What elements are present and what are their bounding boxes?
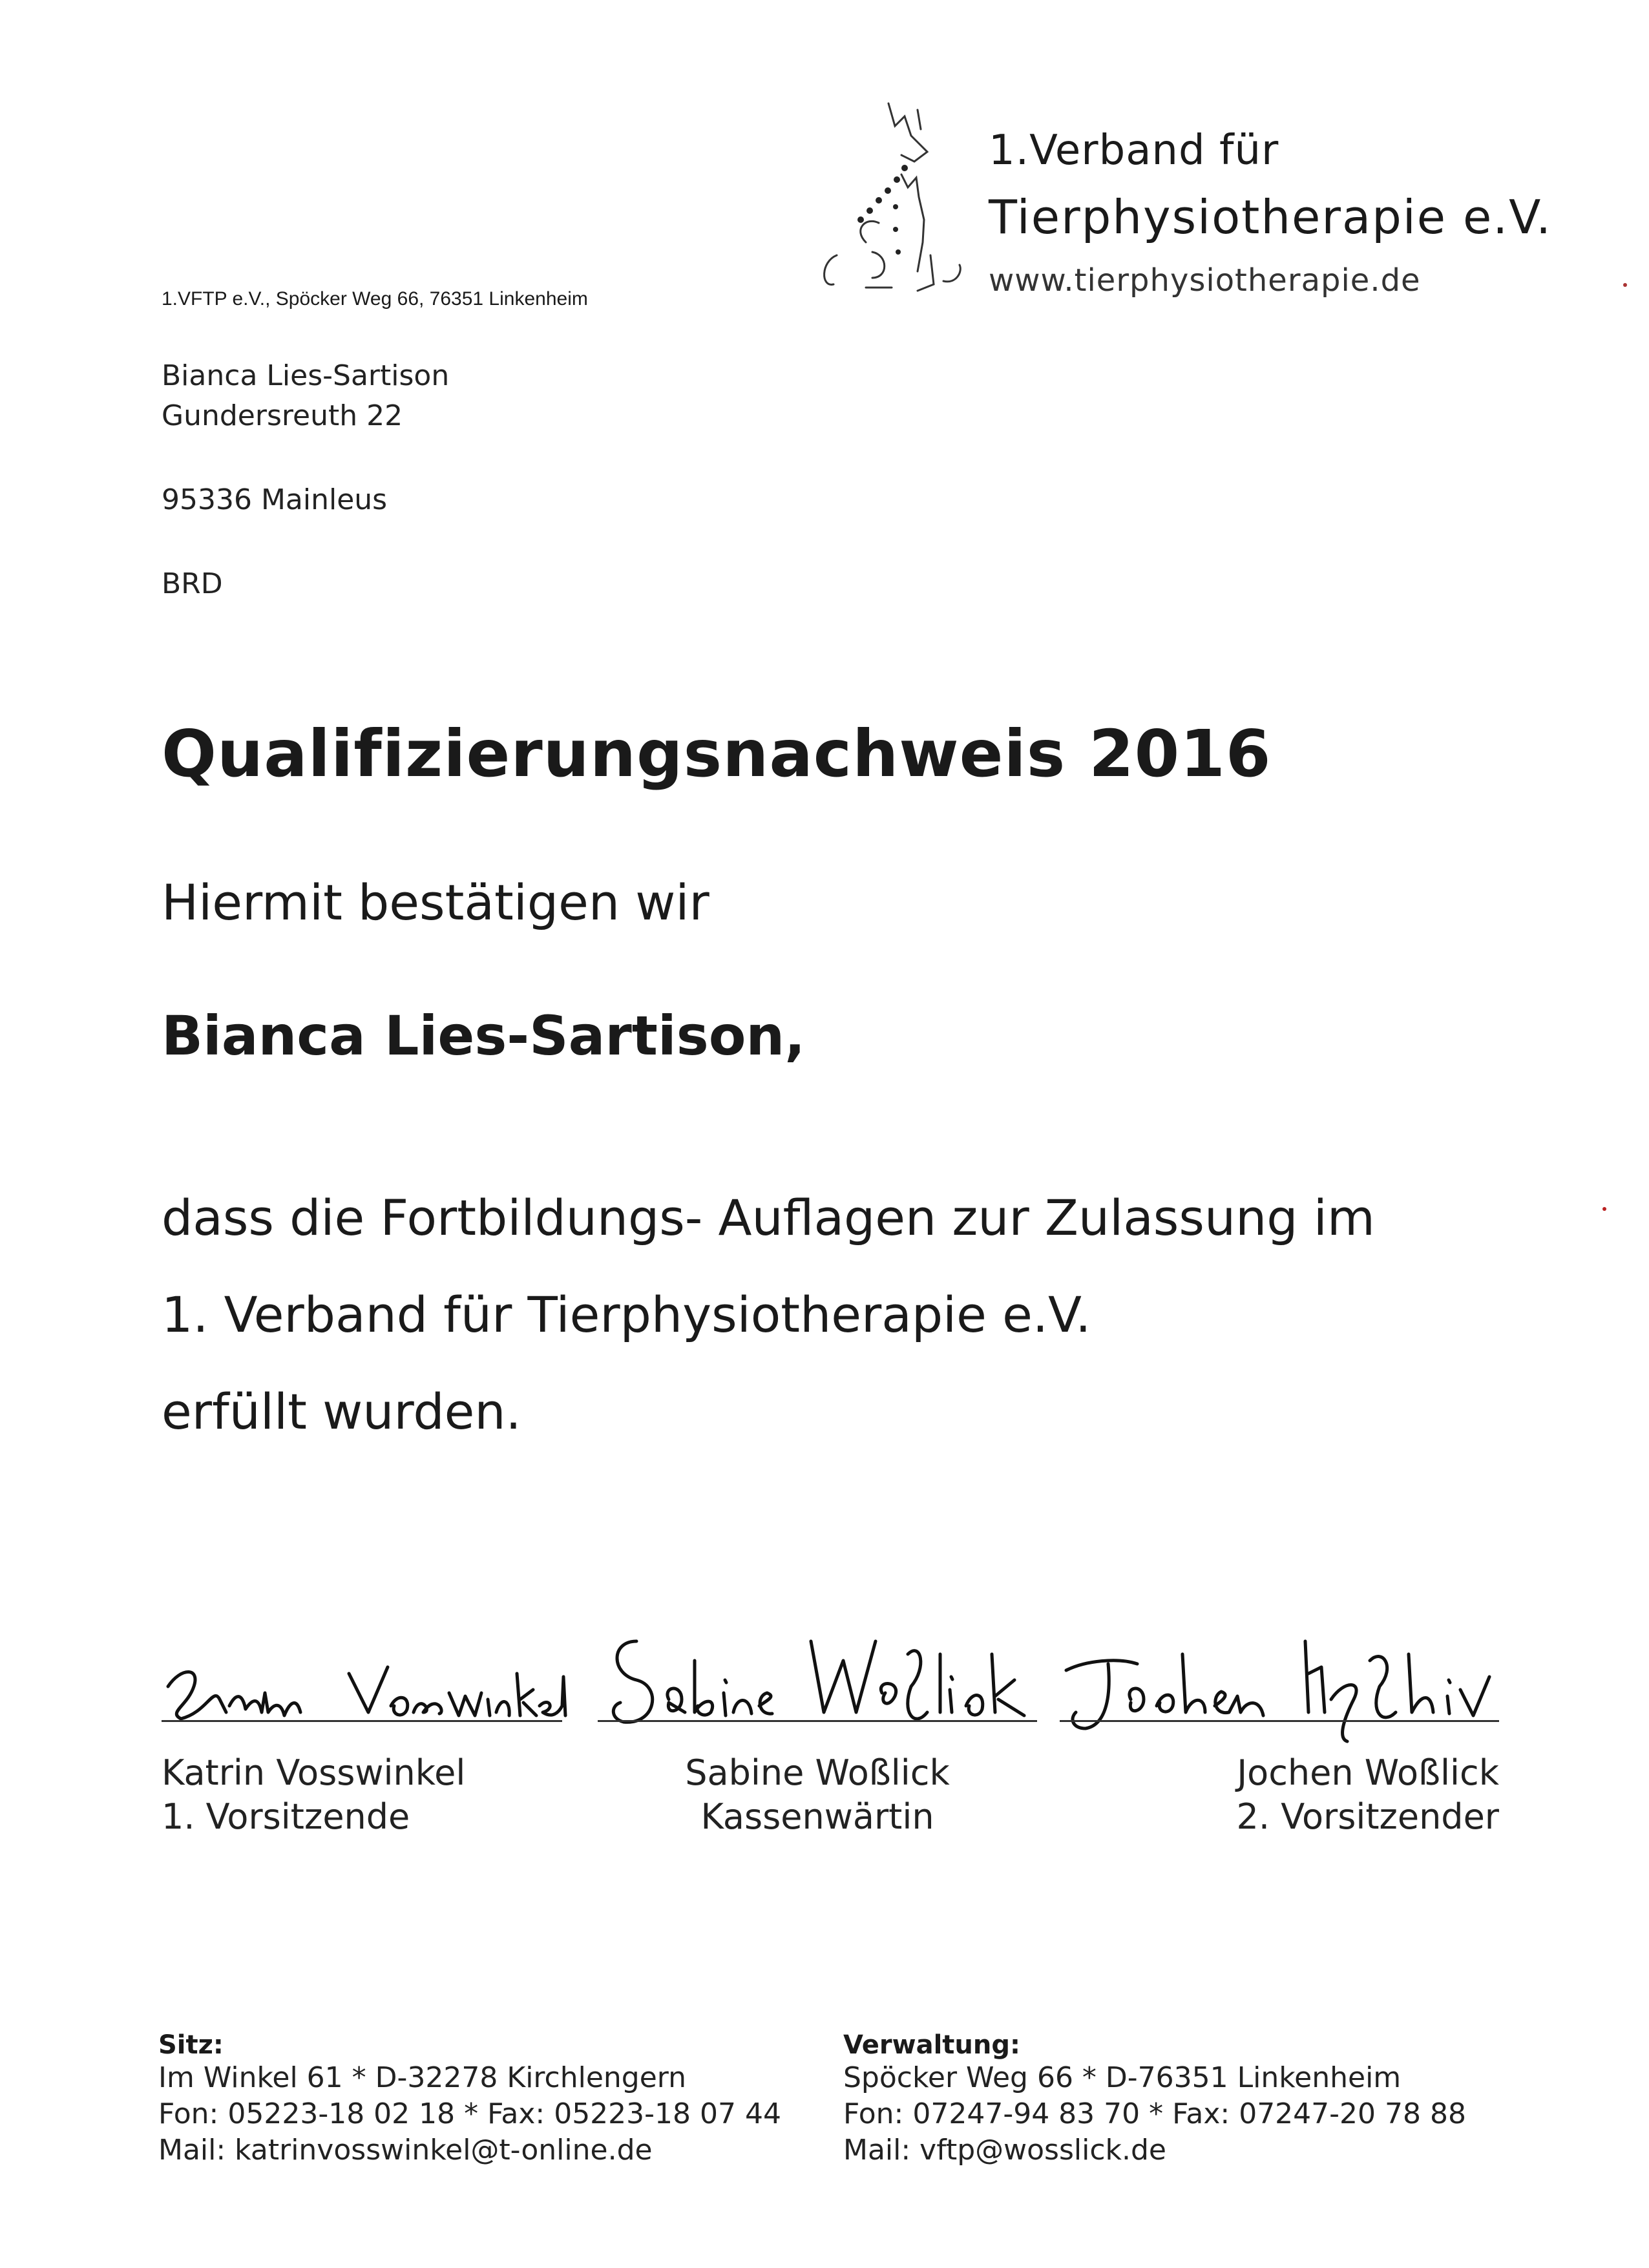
recipient-address-city: 95336 Mainleus (162, 483, 388, 516)
confirmation-intro: Hiermit bestätigen wir (162, 874, 709, 931)
footer-admin-address: Spöcker Weg 66 * D-76351 Linkenheim (843, 2061, 1402, 2094)
signatory-name-2: Sabine Woßlick (685, 1752, 950, 1793)
footer-admin-email: Mail: vftp@wosslick.de (843, 2134, 1166, 2167)
signatory-role-1: 1. Vorsitzende (162, 1796, 410, 1837)
footer-seat-email: Mail: katrinvosswinkel@t-online.de (158, 2134, 653, 2167)
signatory-name-1: Katrin Vosswinkel (162, 1752, 466, 1793)
body-line-3: erfüllt wurden. (162, 1383, 521, 1440)
recipient-address-street: Gundersreuth 22 (162, 399, 403, 432)
footer-seat-phone-fax: Fon: 05223-18 02 18 * Fax: 05223-18 07 44 (158, 2097, 781, 2130)
recipient-address-country: BRD (162, 567, 223, 600)
scan-speck (1602, 1207, 1606, 1211)
signatory-role-3: 2. Vorsitzender (1236, 1796, 1499, 1837)
recipient-name: Bianca Lies-Sartison, (162, 1004, 806, 1067)
footer-seat-address: Im Winkel 61 * D-32278 Kirchlengern (158, 2061, 687, 2094)
footer-admin-heading: Verwaltung: (843, 2030, 1020, 2060)
signature-jochen-wosslick (1060, 1615, 1499, 1745)
signature-line-2 (598, 1720, 1037, 1722)
recipient-address-name: Bianca Lies-Sartison (162, 359, 450, 392)
footer-admin-phone-fax: Fon: 07247-94 83 70 * Fax: 07247-20 78 88 (843, 2097, 1466, 2130)
signature-line-3 (1060, 1720, 1499, 1722)
dog-cat-logo-icon (769, 90, 982, 304)
sender-return-address: 1.VFTP e.V., Spöcker Weg 66, 76351 Linkenheim (162, 288, 588, 310)
body-line-2: 1. Verband für Tierphysiotherapie e.V. (162, 1286, 1091, 1343)
org-name-line1: 1.Verband für (989, 127, 1279, 174)
signature-line-1 (162, 1720, 562, 1722)
body-line-1: dass die Fortbildungs- Auflagen zur Zulassung im (162, 1189, 1375, 1246)
scan-speck (1623, 283, 1627, 287)
org-website: www.tierphysiotherapie.de (989, 262, 1421, 299)
document-title: Qualifizierungsnachweis 2016 (162, 716, 1272, 792)
signatory-name-3: Jochen Woßlick (1237, 1752, 1499, 1793)
org-name-line2: Tierphysiotherapie e.V. (989, 190, 1552, 244)
signatory-role-2: Kassenwärtin (700, 1796, 934, 1837)
signature-sabine-wosslick (598, 1615, 1037, 1745)
footer-seat-heading: Sitz: (158, 2030, 224, 2060)
signature-katrin-vosswinkel (155, 1615, 575, 1745)
